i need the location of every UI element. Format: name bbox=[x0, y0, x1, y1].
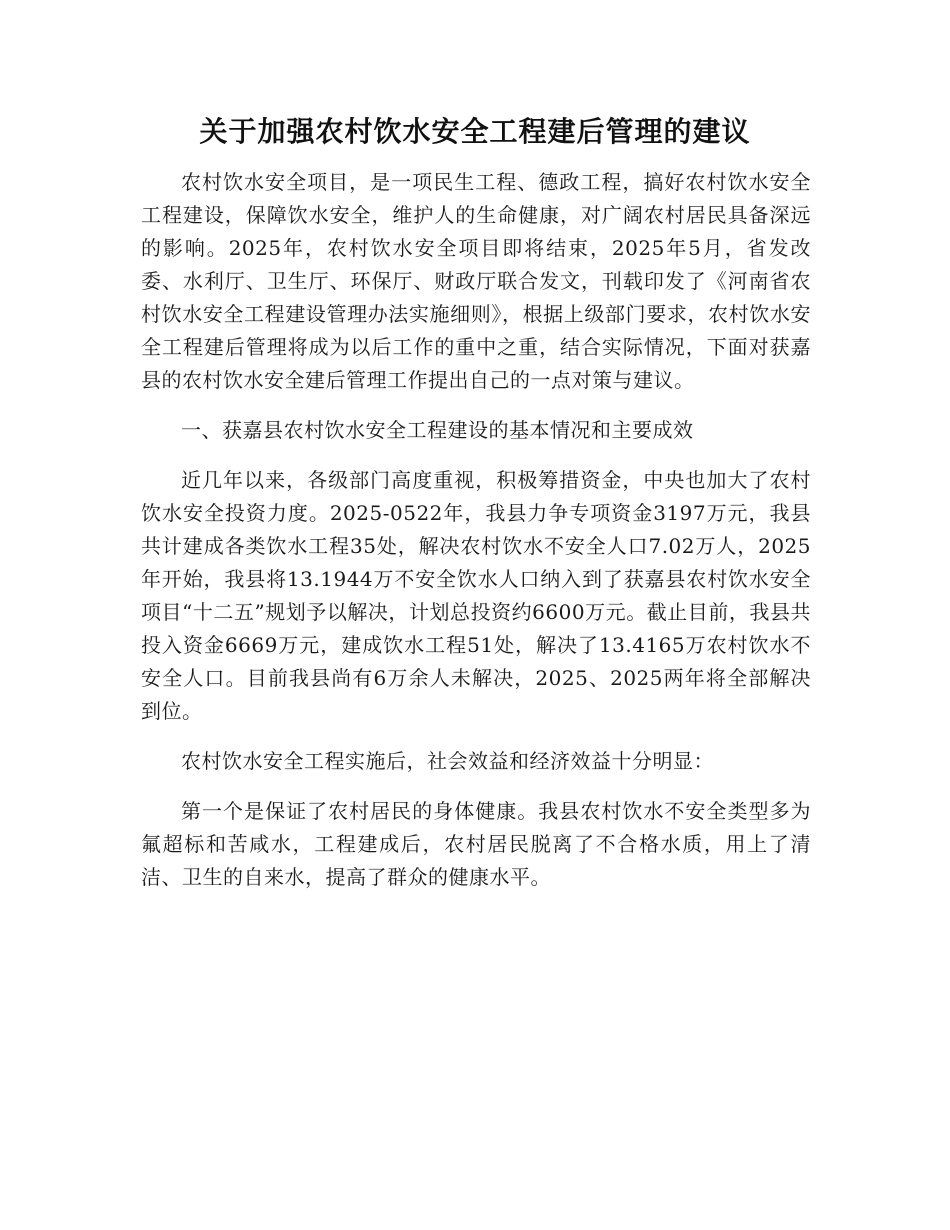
document-title: 关于加强农村饮水安全工程建后管理的建议 bbox=[199, 115, 751, 148]
document-body bbox=[141, 166, 811, 894]
health-benefit-paragraph: 第一个是保证了农村居民的身体健康。我县农村饮水不安全类型多为氟超标和苦咸水，工程建成后，农村居民脱离了不合格水质，用上了清洁、卫生的自来水，提高了群众的健康水平。 bbox=[141, 799, 811, 889]
situation-paragraph: 近几年以来，各级部门高度重视，积极筹措资金，中央也加大了农村饮水安全投资力度。2025-0522年，我县力争专项资金3197万元，我县共计建成各类饮水工程35处，解决农村饮水不安全人口7.02万人，2025年开始，我县将13.1944万不安全饮水人口纳入到了获嘉县农村饮水安全项目“十二五”规划予以解决，计划总投资约6600万元。截止目前，我县共投入资金6669万元，建成饮水工程51处，解决了13.4165万农村饮水不安全人口。目前我县尚有6万余人未解决，2025、2025两年将全部解决到位。 bbox=[141, 468, 811, 723]
benefits-intro-paragraph: 农村饮水安全工程实施后，社会效益和经济效益十分明显： bbox=[181, 749, 714, 773]
intro-paragraph: 农村饮水安全项目，是一项民生工程、德政工程，搞好农村饮水安全工程建设，保障饮水安全，维护人的生命健康，对广阔农村居民具备深远的影响。2025年，农村饮水安全项目即将结束，2025年5月，省发改委、水利厅、卫生厅、环保厅、财政厅联合发文，刊载印发了《河南省农村饮水安全工程建设管理办法实施细则》，根据上级部门要求，农村饮水安全工程建后管理将成为以后工作的重中之重，结合实际情况，下面对获嘉县的农村饮水安全建后管理工作提出自己的一点对策与建议。 bbox=[141, 170, 811, 392]
section-heading-1: 一、获嘉县农村饮水安全工程建设的基本情况和主要成效 bbox=[181, 418, 694, 442]
